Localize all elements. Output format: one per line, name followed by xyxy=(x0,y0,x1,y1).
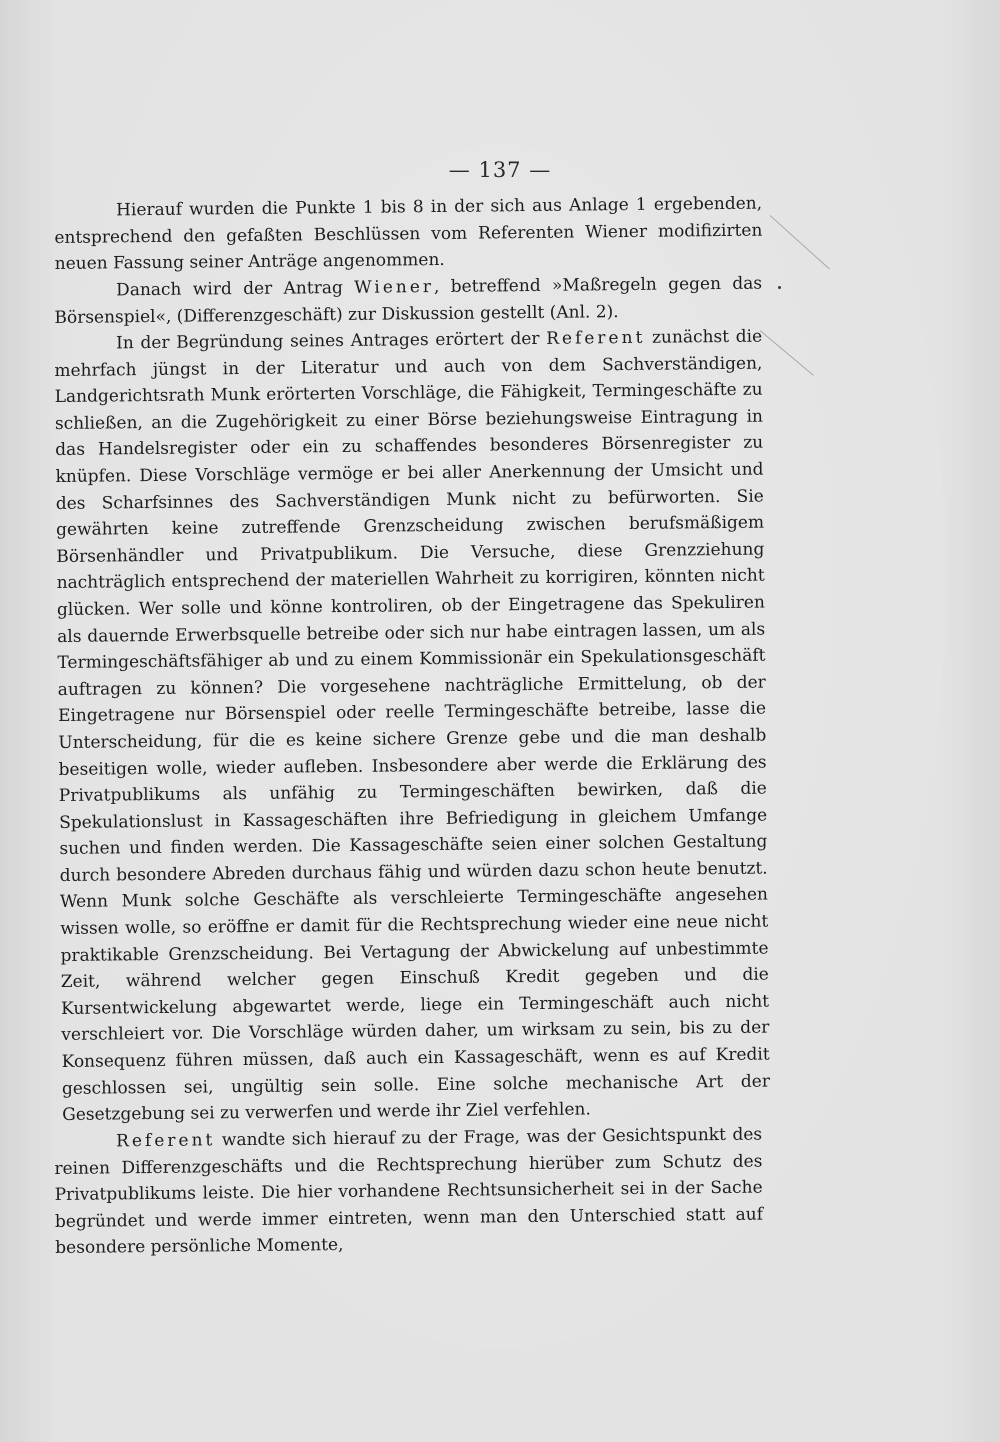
name-wiener: Wiener xyxy=(354,276,435,298)
paragraph-2-lead: Danach wird der Antrag xyxy=(116,277,355,301)
word-referent-2: Referent xyxy=(116,1130,216,1152)
paragraph-3-rest: zunächst die mehrfach jüngst in der Literatur und auch von dem Sachverständigen, Landgerichtsrath Munk erörterten Vorschläge, die Fähigkeit, Termingeschäfte zu schließen, an die Zugehörigkeit zu einer Börse beziehungsweise Eintragung in das Handelsregister oder ein zu schaffendes besonderes Börsenregister zu knüpfen. Diese Vorschläge vermöge er bei aller Anerkennung der Umsicht und des Scharfsinnes des Sachverständigen Munk nicht zu befürworten. Sie gewährten keine zutreffende Grenzscheidung zwischen berufsmäßigem Börsenhändler und Privatpublikum. Die Versuche, diese Grenzziehung nachträglich entsprechend der materiellen Wahrheit zu korrigiren, könnten nicht glücken. Wer solle und könne kontroliren, ob der Eingetragene das Spekuliren als dauernde Erwerbsquelle betreibe oder sich nur habe eintragen lassen, um als Termingeschäftsfähiger ab und zu einem Kommissionär ein Spekulationsgeschäft auftragen zu können? Die vorgesehene nachträgliche Ermittelung, ob der Eingetragene nur Börsenspiel oder reelle Termingeschäfte betreibe, lasse die Unterscheidung, für die es keine sichere Grenze gebe und die man deshalb beseitigen wolle, wieder aufleben. Insbesondere aber werde die Erklärung des Privatpublikums als unfähig zu Termingeschäften bewirken, daß die Spekulationslust in Kassageschäften ihre Befriedigung in gleichem Umfange suchen und finden werden. Die Kassageschäfte seien einer solchen Gestaltung durch besondere Abreden durchaus fähig und würden dazu schon heute benutzt. Wenn Munk solche Geschäfte als verschleierte Termingeschäfte angesehen wissen wolle, so eröffne er damit für die Rechtsprechung wieder eine neue nicht praktikable Grenzscheidung. Bei Vertagung der Abwickelung auf unbestimmte Zeit, während welcher gegen Einschuß Kredit gegeben und die Kursentwickelung abgewartet werde, liege ein Termingeschäft auch nicht verschleiert vor. Die Vorschläge würden daher, um wirksam zu sein, bis zu der Konsequenz führen müssen, daß auch ein Kassageschäft, wenn es auf Kredit geschlossen sei, ungültig sein solle. Eine solche mechanische Art der Gesetzgebung sei zu verwerfen und werde ihr Ziel verfehlen. xyxy=(54,326,770,1126)
paragraph-4 xyxy=(54,1121,763,1261)
paragraph-1-text: Hierauf wurden die Punkte 1 bis 8 in der sich aus Anlage 1 ergebenden, entsprechend den gefaßten Beschlüssen vom Referenten Wiener modifizirten neuen Fassung seiner Anträge angenommen. xyxy=(54,193,763,275)
paragraph-2 xyxy=(54,270,763,331)
paragraph-1 xyxy=(54,191,763,278)
body-text xyxy=(54,193,770,1262)
paragraph-3-lead: In der Begründung seines Antrages erörtert der xyxy=(116,328,547,354)
show-through-line xyxy=(760,330,814,376)
paragraph-4-rest: wandte sich hierauf zu der Frage, was der Gesichtspunkt des reinen Differenzgeschäfts und die Rechtsprechung hierüber zum Schutz des Privatpublikums leiste. Die hier vorhandene Rechtsunsicherheit sei in der Sache begründet und werde immer eintreten, wenn man den Unterschied statt auf besondere persönliche Momente, xyxy=(54,1124,764,1259)
ink-speck xyxy=(778,286,781,289)
show-through-line xyxy=(770,215,830,269)
paragraph-2-rest: , betreffend »Maßregeln gegen das Börsenspiel«, (Differenzgeschäft) zur Diskussion gestellt (Anl. 2). xyxy=(54,273,763,328)
page-number: — 137 — xyxy=(448,158,552,182)
paragraph-3 xyxy=(54,324,770,1129)
word-referent: Referent xyxy=(546,327,646,349)
